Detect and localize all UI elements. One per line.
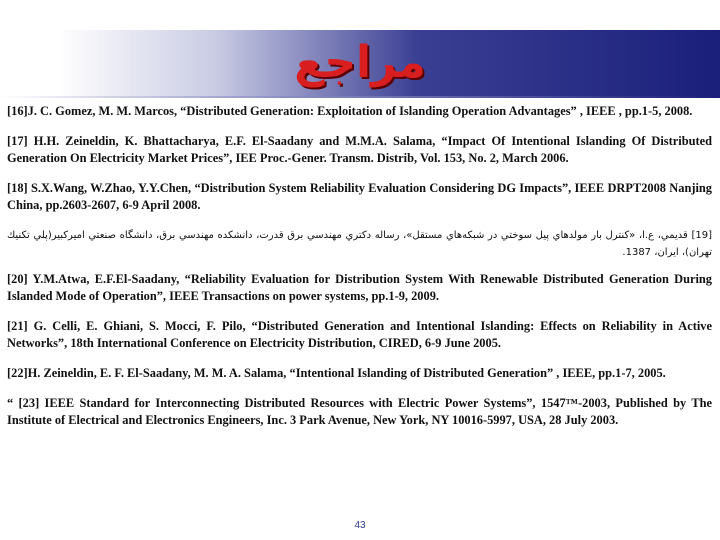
page-title: مراجع xyxy=(294,37,426,88)
page-number: 43 xyxy=(354,520,366,531)
reference-19: [19] قديمي، ع.ا، «كنترل بار مولدهاي پيل سوختي در شبكه‌هاي مستقل»، رساله دكتري مهندسي برق قدرت، دانشكده مهندسي برق، دانشگاه صنعتي اميركبير(پلي تكنيك تهران)، ايران، 1387. xyxy=(7,230,712,258)
reference-22: [22]H. Zeineldin, E. F. El-Saadany, M. M. A. Salama, “Intentional Islanding of Distributed Generation” , IEEE, pp.1-7, 2005. xyxy=(7,366,666,380)
title-divider xyxy=(0,96,720,98)
reference-16: [16]J. C. Gomez, M. M. Marcos, “Distributed Generation: Exploitation of Islanding Operation Advantages” , IEEE , pp.1-5, 2008. xyxy=(7,104,693,118)
reference-21: [21] G. Celli, E. Ghiani, S. Mocci, F. Pilo, “Distributed Generation and Intentional Islanding: Effects on Reliability in Active Networks”, 18th International Conference on Electricity Distribution, CIRED, 6-9 June 2005. xyxy=(7,319,712,350)
reference-17: [17] H.H. Zeineldin, K. Bhattacharya, E.F. El-Saadany and M.M.A. Salama, “Impact Of Intentional Islanding Of Distributed Generation On Electricity Market Prices”, IEE Proc.-Gener. Transm. Distrib, Vol. 153, No. 2, March 2006. xyxy=(7,134,712,165)
reference-list xyxy=(7,103,712,442)
reference-18: [18] S.X.Wang, W.Zhao, Y.Y.Chen, “Distribution System Reliability Evaluation Considering DG Impacts”, IEEE DRPT2008 Nanjing China, pp.2603-2607, 6-9 April 2008. xyxy=(7,181,712,212)
reference-20: [20] Y.M.Atwa, E.F.El-Saadany, “Reliability Evaluation for Distribution System With Renewable Distributed Generation During Islanded Mode of Operation”, IEEE Transactions on power systems, pp.1-9, 2009. xyxy=(7,272,712,303)
reference-23: “ [23] IEEE Standard for Interconnecting Distributed Resources with Electric Power Systems”, 1547™-2003, Published by The Institute of Electrical and Electronics Engineers, Inc. 3 Park Avenue, New York, NY 10016-5997, USA, 28 July 2003. xyxy=(7,396,712,427)
